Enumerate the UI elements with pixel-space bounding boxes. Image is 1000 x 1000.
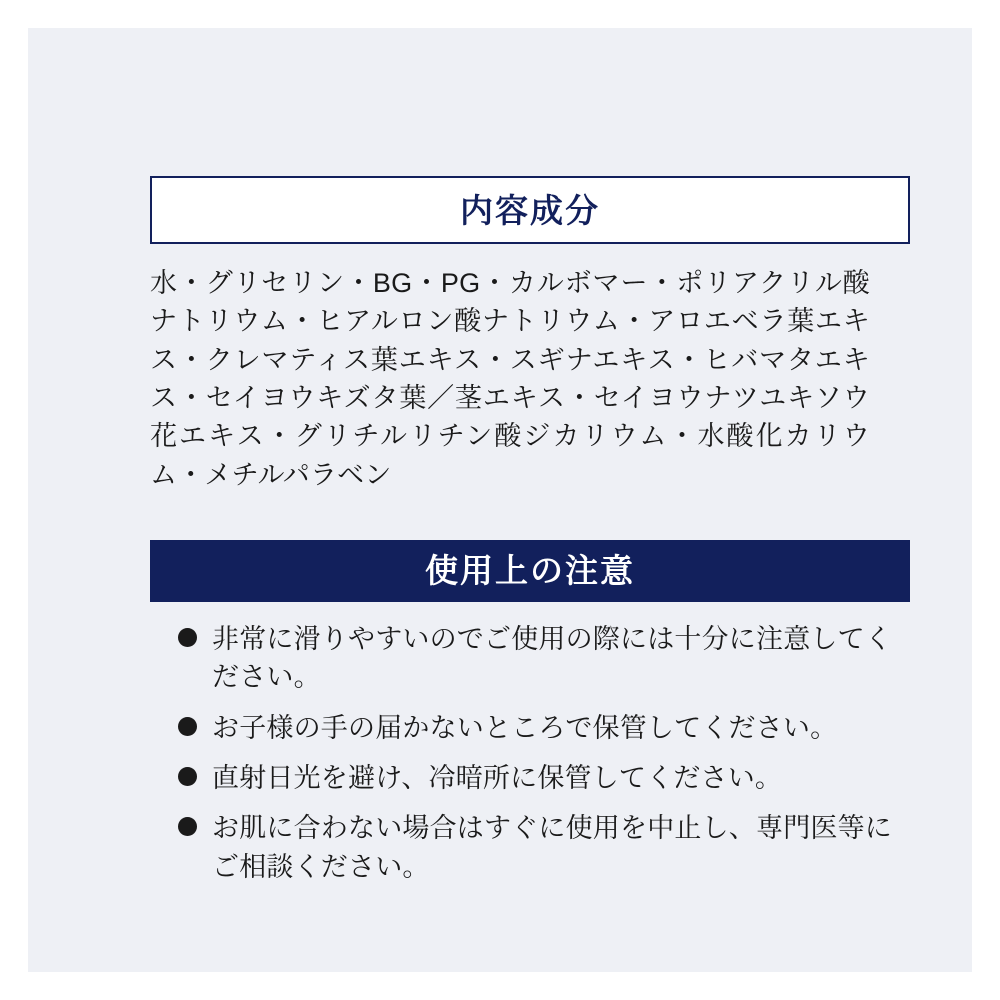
list-item-text: 非常に滑りやすいのでご使用の際には十分に注意してください。 (212, 623, 892, 693)
content-column (150, 176, 910, 902)
bullet-icon (178, 717, 197, 736)
cautions-list (178, 620, 908, 886)
cautions-heading-text: 使用上の注意 (425, 552, 635, 590)
list-item (178, 759, 908, 797)
content-panel (28, 28, 972, 972)
bullet-icon (178, 817, 197, 836)
list-item (178, 709, 908, 747)
list-item-text: お子様の手の届かないところで保管してください。 (212, 712, 838, 743)
bullet-icon (178, 628, 197, 647)
cautions-heading-box (150, 540, 910, 602)
ingredients-heading-text: 内容成分 (460, 191, 600, 229)
list-item-text: 直射日光を避け、冷暗所に保管してください。 (212, 762, 783, 793)
ingredients-heading-box (150, 176, 910, 244)
ingredients-body-text: 水・グリセリン・BG・PG・カルボマー・ポリアクリル酸ナトリウム・ヒアルロン酸ナトリウム・アロエベラ葉エキス・クレマティス葉エキス・スギナエキス・ヒバマタエキス・セイヨウキズタ葉／茎エキス・セイヨウナツユキソウ花エキス・グリチルリチン酸ジカリウム・水酸化カリウム・メチルパラベン (150, 268, 870, 490)
bullet-icon (178, 767, 197, 786)
list-item-text: お肌に合わない場合はすぐに使用を中止し、専門医等にご相談ください。 (212, 813, 892, 882)
list-item (178, 620, 908, 697)
list-item (178, 809, 908, 886)
